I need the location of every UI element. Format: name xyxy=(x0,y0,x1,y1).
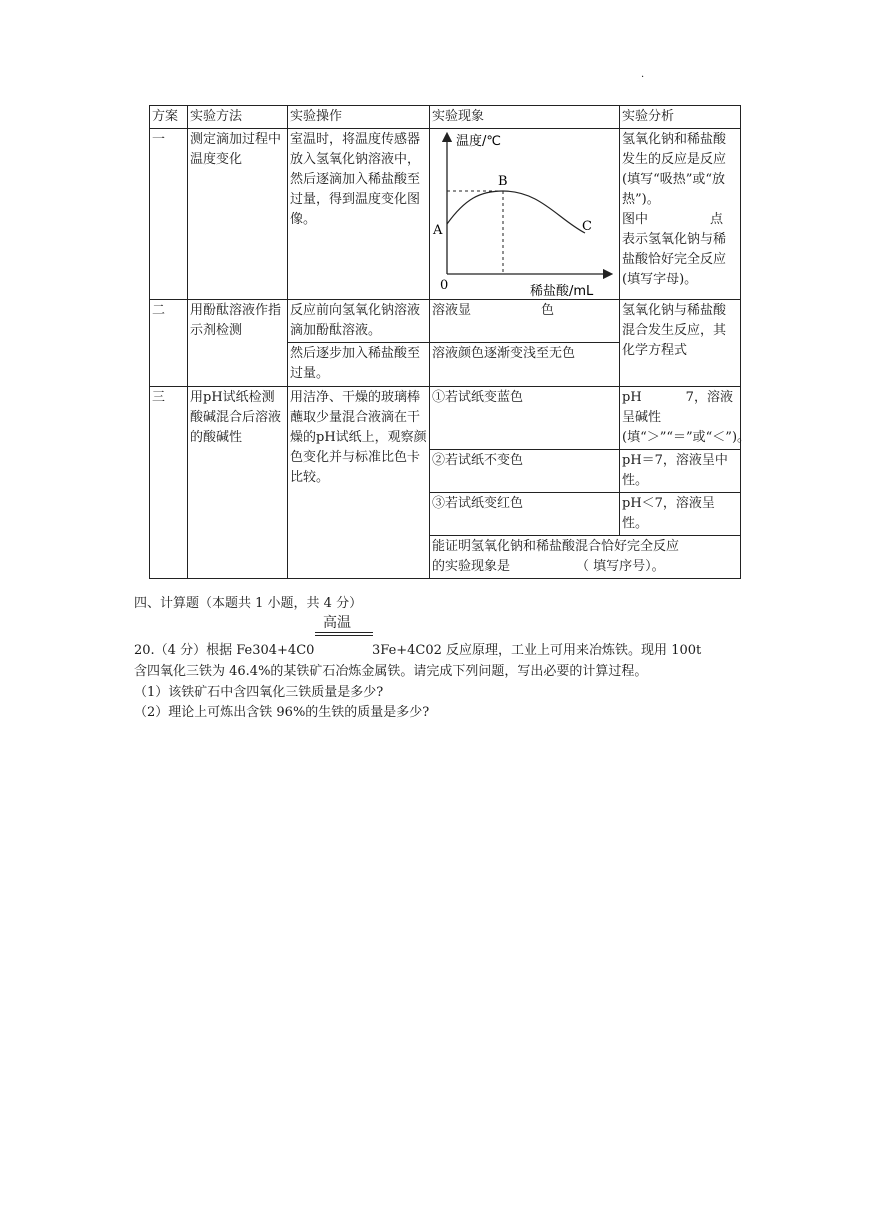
graph-point-a: A xyxy=(433,223,443,238)
graph-origin-label: 0 xyxy=(440,278,449,293)
plan-3-phenomenon-1: ①若试纸变蓝色 xyxy=(430,387,620,450)
plan-2-color-post: 色 xyxy=(541,303,555,318)
header-dot: · xyxy=(641,72,645,83)
question-sub2: （2）理论上可炼出含铁 96%的生铁的质量是多少? xyxy=(134,705,430,720)
table-row-plan-3a xyxy=(150,387,741,450)
question-line2: 含四氧化三铁为 46.4%的某铁矿石冶炼金属铁。请完成下列问题，写出必要的计算过程。 xyxy=(134,664,648,679)
plan-3-conclusion-line2-post: （ 填写序号）。 xyxy=(576,559,665,574)
plan-3-phenomenon-3: ③若试纸变红色 xyxy=(430,493,620,536)
header-analysis: 实验分析 xyxy=(620,106,741,129)
plan-2-color-pre: 溶液显 xyxy=(432,303,472,318)
plan-1-analysis-figure: 图中 xyxy=(622,212,649,227)
plan-2-phenomenon-2: 溶液颜色逐渐变浅至无色 xyxy=(430,343,620,387)
section-title: 四、计算题（本题共 1 小题，共 4 分） xyxy=(134,596,363,611)
plan-2-operation-1: 反应前向氢氧化钠溶液滴加酚酞溶液。 xyxy=(288,300,430,343)
plan-2-number: 二 xyxy=(150,300,188,387)
experiment-table xyxy=(149,105,751,579)
plan-2-operation-2: 然后逐步加入稀盐酸至过量。 xyxy=(288,343,430,387)
question-line1-a: 20.（4 分）根据 Fe304+4C0 xyxy=(134,643,315,658)
plan-3-operation: 用洁净、干燥的玻璃棒蘸取少量混合液滴在干燥的pH试纸上，观察颜色变化并与标准比色卡比较。 xyxy=(288,387,430,579)
plan-3-analysis-1 xyxy=(620,387,751,450)
plan-3-phenomenon-2: ②若试纸不变色 xyxy=(430,450,620,493)
question-sub1: （1）该铁矿石中含四氧化三铁质量是多少? xyxy=(134,685,384,700)
plan-3-number: 三 xyxy=(150,387,188,579)
plan-3-ph-label: pH xyxy=(622,390,642,405)
header-plan: 方案 xyxy=(150,106,188,129)
plan-1-analysis-point: 点 xyxy=(710,212,724,227)
temperature-graph xyxy=(430,129,615,299)
plan-2-analysis: 氢氧化钠与稀盐酸混合发生反应，其化学方程式 xyxy=(620,300,741,387)
plan-3-conclusion-line2-pre: 的实验现象是 xyxy=(432,559,511,574)
plan-3-conclusion xyxy=(430,536,741,579)
graph-point-b: B xyxy=(498,174,508,189)
plan-1-method: 测定滴加过程中温度变化 xyxy=(188,129,288,300)
plan-3-ph-text: 7，溶液呈碱性(填“＞”“＝”或“＜”)。 xyxy=(622,390,751,445)
reaction-condition: 高温 xyxy=(323,615,351,631)
plan-1-analysis xyxy=(620,129,741,300)
header-operation: 实验操作 xyxy=(288,106,430,129)
header-method: 实验方法 xyxy=(188,106,288,129)
temperature-curve xyxy=(447,191,585,233)
header-phenomenon: 实验现象 xyxy=(430,106,620,129)
plan-2-phenomenon-1 xyxy=(430,300,620,343)
plan-3-analysis-3: pH＜7，溶液呈性。 xyxy=(620,493,741,536)
condition-line-top xyxy=(315,632,373,633)
graph-point-c: C xyxy=(582,219,592,234)
condition-line-bottom xyxy=(315,635,373,636)
question-line1-b: 3Fe+4C02 反应原理，工业上可用来冶炼铁。现用 100t xyxy=(372,643,702,658)
plan-1-analysis-line4: 表示氢氧化钠与稀盐酸恰好完全反应(填写字母)。 xyxy=(622,232,727,287)
table-header-row xyxy=(150,106,741,129)
plan-3-analysis-2: pH＝7，溶液呈中性。 xyxy=(620,450,741,493)
table-row-plan-2a xyxy=(150,300,741,343)
plan-1-operation: 室温时，将温度传感器放入氢氧化钠溶液中，然后逐滴加入稀盐酸至过量，得到温度变化图像。 xyxy=(288,129,430,300)
graph-x-label: 稀盐酸/mL xyxy=(530,284,594,299)
plan-1-analysis-line1: 氢氧化钠和稀盐酸发生的反应是 xyxy=(622,132,727,167)
plan-2-method: 用酚酞溶液作指示剂检测 xyxy=(188,300,288,387)
plan-1-number: 一 xyxy=(150,129,188,300)
plan-3-method: 用pH试纸检测酸碱混合后溶液的酸碱性 xyxy=(188,387,288,579)
table-row-plan-1 xyxy=(150,129,741,300)
plan-3-conclusion-line1: 能证明氢氧化钠和稀盐酸混合恰好完全反应 xyxy=(432,539,680,554)
plan-1-analysis-line2: 反应(填写“吸热”或“放热”)。 xyxy=(622,152,727,207)
plan-1-graph-cell xyxy=(430,129,620,300)
graph-y-label: 温度/℃ xyxy=(456,134,501,149)
